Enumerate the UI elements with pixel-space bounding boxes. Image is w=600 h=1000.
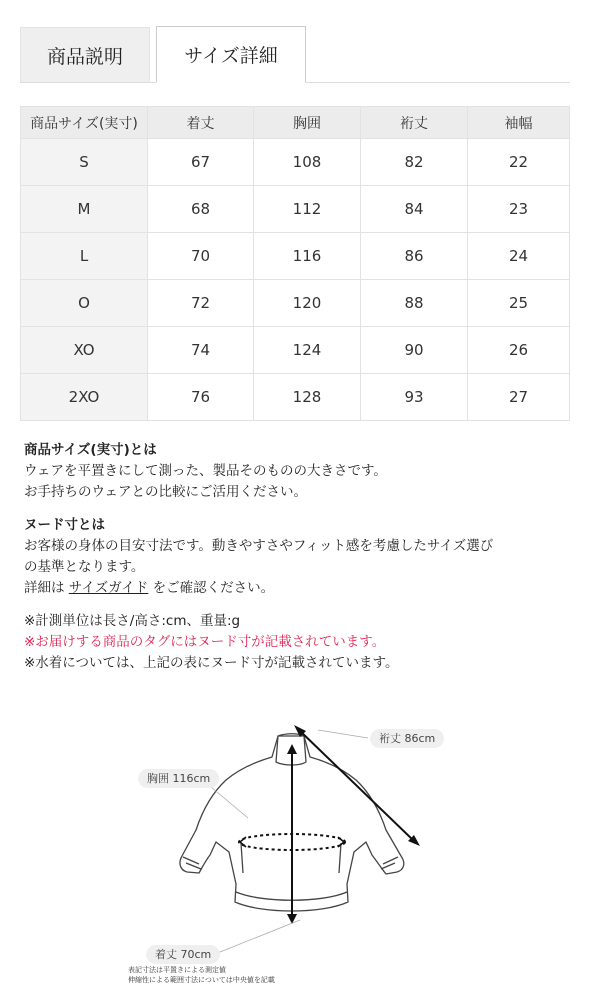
table-row <box>21 280 570 327</box>
table-cell: 93 <box>361 374 468 421</box>
size-cell: S <box>21 139 148 186</box>
table-cell: 82 <box>361 139 468 186</box>
table-row <box>21 233 570 280</box>
length-label: 着丈 70cm <box>146 945 220 964</box>
actual-size-text-2: お手持ちのウェアとの比較にご活用ください。 <box>24 484 307 500</box>
table-cell: 26 <box>468 327 570 374</box>
table-cell: 116 <box>254 233 361 280</box>
caution-section <box>24 611 584 674</box>
actual-size-heading: 商品サイズ(実寸)とは <box>24 442 157 458</box>
table-cell: 24 <box>468 233 570 280</box>
size-cell: O <box>21 280 148 327</box>
table-cell: 25 <box>468 280 570 327</box>
table-cell: 84 <box>361 186 468 233</box>
header-size: 商品サイズ(実寸) <box>21 107 148 139</box>
table-cell: 27 <box>468 374 570 421</box>
tab-product-description[interactable]: 商品説明 <box>20 27 150 83</box>
table-cell: 90 <box>361 327 468 374</box>
table-row <box>21 327 570 374</box>
detail-line <box>24 578 584 599</box>
table-cell: 128 <box>254 374 361 421</box>
table-cell: 124 <box>254 327 361 374</box>
table-cell: 108 <box>254 139 361 186</box>
nude-size-heading: ヌード寸とは <box>24 517 105 533</box>
measurement-diagram <box>0 700 600 1000</box>
table-row <box>21 139 570 186</box>
table-cell: 68 <box>148 186 254 233</box>
size-cell: M <box>21 186 148 233</box>
table-cell: 86 <box>361 233 468 280</box>
swimwear-note: ※水着については、上記の表にヌード寸が記載されています。 <box>24 655 399 671</box>
sleeve-length-label: 裄丈 86cm <box>370 729 444 748</box>
actual-size-text-1: ウェアを平置きにして測った、製品そのものの大きさです。 <box>24 463 387 479</box>
detail-suffix: をご確認ください。 <box>148 580 275 596</box>
table-cell: 112 <box>254 186 361 233</box>
size-notes <box>24 440 584 686</box>
actual-size-section <box>24 440 584 503</box>
table-cell: 120 <box>254 280 361 327</box>
header-length: 着丈 <box>148 107 254 139</box>
detail-prefix: 詳細は <box>24 580 69 596</box>
table-cell: 67 <box>148 139 254 186</box>
table-cell: 74 <box>148 327 254 374</box>
unit-note: ※計測単位は長さ/高さ:cm、重量:g <box>24 613 241 629</box>
table-cell: 72 <box>148 280 254 327</box>
table-row <box>21 374 570 421</box>
table-header-row <box>21 107 570 139</box>
tab-bar <box>20 26 570 83</box>
size-cell: L <box>21 233 148 280</box>
nude-size-text-1: お客様の身体の目安寸法です。動きやすさやフィット感を考慮したサイズ選び <box>24 538 494 554</box>
size-cell: XO <box>21 327 148 374</box>
nude-size-section <box>24 515 584 599</box>
tag-note: ※お届けする商品のタグにはヌード寸が記載されています。 <box>24 634 386 650</box>
chest-label: 胸囲 116cm <box>138 769 219 788</box>
nude-size-text-2: の基準となります。 <box>24 559 145 575</box>
table-cell: 88 <box>361 280 468 327</box>
table-cell: 76 <box>148 374 254 421</box>
size-table <box>20 106 570 421</box>
tab-size-details[interactable]: サイズ詳細 <box>156 26 306 83</box>
header-sleeve-width: 袖幅 <box>468 107 570 139</box>
size-guide-link[interactable]: サイズガイド <box>68 580 149 596</box>
table-cell: 70 <box>148 233 254 280</box>
header-chest: 胸囲 <box>254 107 361 139</box>
table-row <box>21 186 570 233</box>
jacket-illustration <box>0 700 600 1000</box>
diagram-footnote-2: 伸縮性による範囲寸法については中央値を記載 <box>128 976 275 984</box>
table-cell: 22 <box>468 139 570 186</box>
diagram-footnote-1: 表記寸法は平置きによる測定値 <box>128 966 226 974</box>
table-cell: 23 <box>468 186 570 233</box>
size-cell: 2XO <box>21 374 148 421</box>
header-sleeve-length: 裄丈 <box>361 107 468 139</box>
